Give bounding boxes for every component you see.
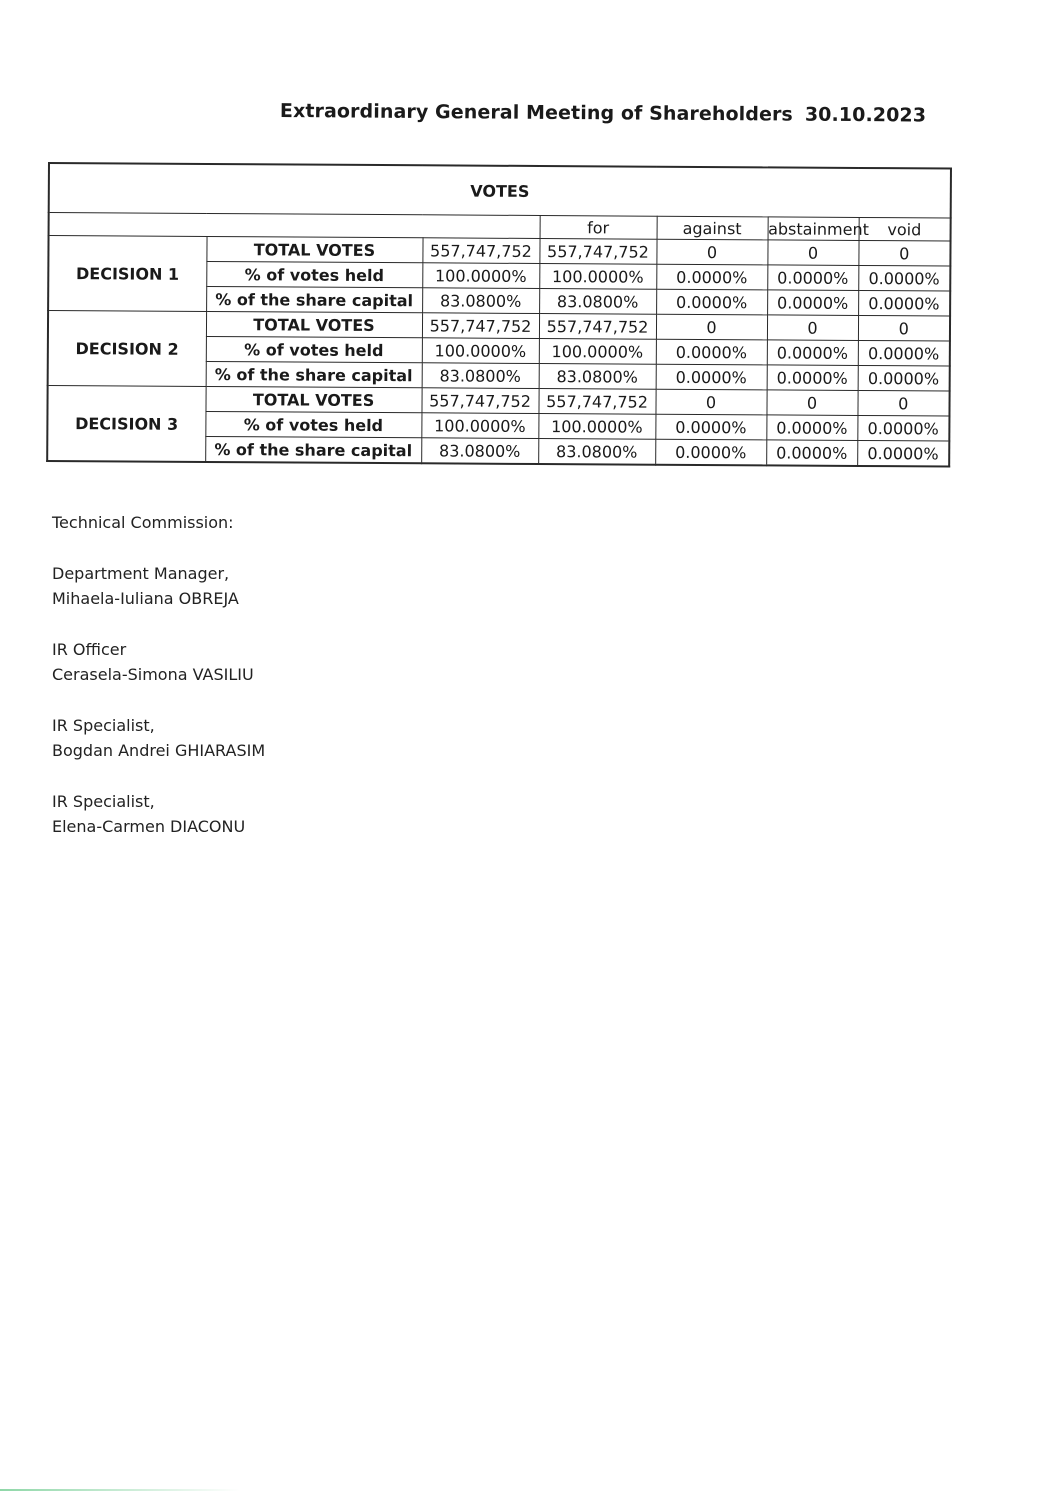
column-header-blank (49, 213, 540, 239)
metric-label: % of the share capital (206, 286, 422, 312)
commission-member (52, 561, 265, 611)
title-text: Extraordinary General Meeting of Shareholders (279, 100, 793, 126)
metric-label: TOTAL VOTES (205, 386, 421, 412)
void-cell: 0 (857, 390, 949, 416)
for-cell: 100.0000% (538, 414, 655, 440)
commission-member (52, 789, 265, 839)
against-cell: 0.0000% (656, 339, 767, 365)
void-cell: 0.0000% (858, 290, 950, 316)
metric-label: % of votes held (206, 336, 422, 362)
column-header-abstainment: abstainment (768, 217, 859, 241)
abstainment-cell: 0.0000% (767, 365, 858, 391)
decision-label: DECISION 1 (48, 236, 206, 312)
commission-member (52, 713, 265, 763)
commission-member (52, 637, 265, 687)
member-role: IR Officer (52, 640, 127, 659)
table-row (48, 311, 950, 342)
abstainment-cell: 0 (766, 390, 857, 416)
void-cell: 0 (858, 315, 950, 341)
abstainment-cell: 0.0000% (766, 415, 857, 441)
against-cell: 0.0000% (656, 289, 767, 315)
metric-label: TOTAL VOTES (206, 236, 422, 262)
votes-table (46, 162, 952, 468)
void-cell: 0.0000% (857, 415, 949, 441)
member-role: Department Manager, (52, 564, 230, 583)
metric-label: % of votes held (206, 261, 422, 287)
against-cell: 0 (655, 389, 766, 415)
table-row (48, 236, 950, 267)
column-header-for: for (540, 216, 657, 240)
abstainment-cell: 0.0000% (767, 290, 858, 316)
metric-label: % of the share capital (206, 361, 422, 387)
abstainment-cell: 0 (767, 315, 858, 341)
against-cell: 0.0000% (656, 364, 767, 390)
total-cell: 83.0800% (422, 288, 539, 314)
page-title (279, 100, 927, 127)
abstainment-cell: 0.0000% (767, 340, 858, 366)
column-header-against: against (657, 216, 768, 240)
member-name: Elena-Carmen DIACONU (52, 817, 246, 836)
meeting-date: 30.10.2023 (804, 103, 927, 127)
metric-label: TOTAL VOTES (206, 311, 422, 337)
for-cell: 83.0800% (539, 364, 656, 390)
void-cell: 0.0000% (858, 365, 950, 391)
votes-heading: VOTES (49, 163, 951, 218)
member-name: Cerasela-Simona VASILIU (52, 665, 254, 684)
abstainment-cell: 0.0000% (766, 440, 857, 466)
against-cell: 0 (656, 239, 767, 265)
total-cell: 83.0800% (422, 363, 539, 389)
decision-label: DECISION 3 (47, 386, 205, 462)
member-name: Bogdan Andrei GHIARASIM (52, 741, 266, 760)
table-row (47, 386, 949, 417)
for-cell: 83.0800% (538, 439, 655, 465)
metric-label: % of votes held (205, 411, 421, 437)
total-cell: 557,747,752 (422, 313, 539, 339)
against-cell: 0.0000% (655, 414, 766, 440)
total-cell: 557,747,752 (422, 238, 539, 264)
against-cell: 0 (656, 314, 767, 340)
member-role: IR Specialist, (52, 792, 155, 811)
for-cell: 557,747,752 (539, 314, 656, 340)
metric-label: % of the share capital (205, 436, 421, 463)
void-cell: 0.0000% (858, 265, 950, 291)
for-cell: 100.0000% (539, 264, 656, 290)
total-cell: 100.0000% (421, 413, 538, 439)
votes-table-container (46, 162, 950, 468)
member-name: Mihaela-Iuliana OBREJA (52, 589, 239, 608)
void-cell: 0.0000% (858, 340, 950, 366)
void-cell: 0 (858, 240, 950, 266)
column-header-void: void (859, 217, 951, 241)
for-cell: 557,747,752 (538, 389, 655, 415)
against-cell: 0.0000% (655, 439, 766, 465)
member-role: IR Specialist, (52, 716, 155, 735)
technical-commission (52, 510, 265, 865)
scan-edge-line (0, 1489, 240, 1491)
commission-heading: Technical Commission: (52, 513, 234, 532)
abstainment-cell: 0.0000% (767, 265, 858, 291)
for-cell: 83.0800% (539, 289, 656, 315)
for-cell: 100.0000% (539, 339, 656, 365)
against-cell: 0.0000% (656, 264, 767, 290)
total-cell: 100.0000% (422, 263, 539, 289)
total-cell: 83.0800% (421, 438, 538, 464)
for-cell: 557,747,752 (539, 239, 656, 265)
void-cell: 0.0000% (857, 440, 949, 466)
total-cell: 100.0000% (422, 338, 539, 364)
abstainment-cell: 0 (767, 240, 858, 266)
total-cell: 557,747,752 (421, 388, 538, 414)
decision-label: DECISION 2 (48, 311, 206, 387)
votes-heading-row (49, 163, 951, 218)
